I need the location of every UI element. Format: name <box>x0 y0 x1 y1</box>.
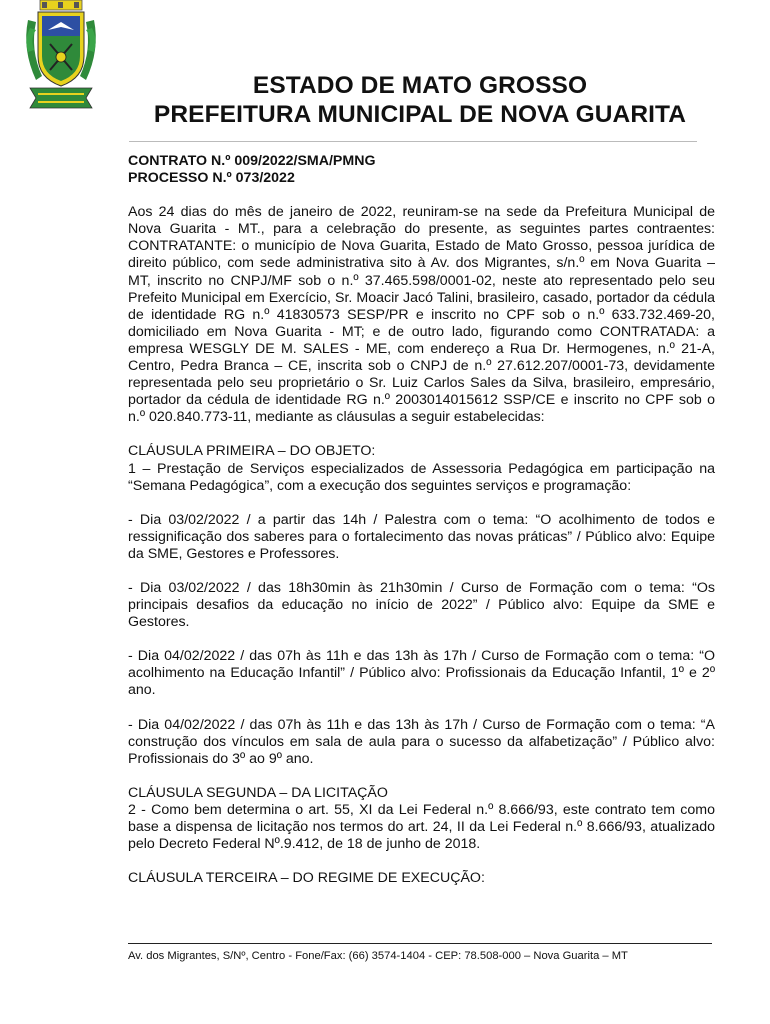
clause-1-text: 1 – Prestação de Serviços especializados de Assessoria Pedagógica em participação na “Semana Pedagógica”, com a execução dos seguintes serviços e programação: <box>128 460 715 494</box>
header-divider <box>129 141 697 142</box>
clause-3-heading: CLÁUSULA TERCEIRA – DO REGIME DE EXECUÇÃO: <box>128 870 485 887</box>
schedule-item: - Dia 03/02/2022 / a partir das 14h / Palestra com o tema: “O acolhimento de todos e ressignificação dos saberes para o fortalecimento das novas práticas” / Público alvo: Equipe da SME, Gestores e Professores. <box>128 511 715 562</box>
schedule-item: - Dia 03/02/2022 / das 18h30min às 21h30min / Curso de Formação com o tema: “Os principais desafios da educação no início de 2022” / Público alvo: Equipe da SME e Gestores. <box>128 579 715 631</box>
footer-divider <box>128 943 712 944</box>
document-body <box>128 153 715 887</box>
clause-2-heading: CLÁUSULA SEGUNDA – DA LICITAÇÃO <box>128 784 388 801</box>
schedule-item: - Dia 04/02/2022 / das 07h às 11h e das 13h às 17h / Curso de Formação com o tema: “A construção dos vínculos em sala de aula para o sucesso da alfabetização” / Público alvo: Profissionais do 3º ao 9º ano. <box>128 716 715 767</box>
contract-number: CONTRATO N.º 009/2022/SMA/PMNG <box>128 153 376 169</box>
header-city-hall: PREFEITURA MUNICIPAL DE NOVA GUARITA <box>153 101 687 128</box>
clause-1-heading: CLÁUSULA PRIMEIRA – DO OBJETO: <box>128 443 376 460</box>
coat-of-arms-icon <box>20 0 102 112</box>
clause-2-text: 2 - Como bem determina o art. 55, XI da Lei Federal n.º 8.666/93, este contrato tem como base a dispensa de licitação nos termos do art. 24, II da Lei Federal n.º 8.666/93, atualizado pelo Decreto Federal Nº.9.412, de 18 de junho de 2018. <box>128 801 715 853</box>
header-state: ESTADO DE MATO GROSSO <box>252 72 588 99</box>
schedule-item: - Dia 04/02/2022 / das 07h às 11h e das 13h às 17h / Curso de Formação com o tema: “O acolhimento na Educação Infantil” / Público alvo: Profissionais da Educação Infantil, 1º e 2º ano. <box>128 648 715 699</box>
process-number: PROCESSO N.º 073/2022 <box>128 170 295 187</box>
preamble-paragraph: Aos 24 dias do mês de janeiro de 2022, reuniram-se na sede da Prefeitura Municipal de Nova Guarita - MT., para a celebração do presente, as seguintes partes contraentes: CONTRATANTE: o município de Nova Guarita, Estado de Mato Grosso, pessoa jurídica de direito público, com sede administrativa sito à Av. dos Migrantes, s/n.º em Nova Guarita – MT, inscrito no CNPJ/MF sob o n.º 37.465.598/0001-02, neste ato representado pelo seu Prefeito Municipal em Exercício, Sr. Moacir Jacó Talini, brasileiro, casado, portador da cédula de identidade RG n.º 41830573 SESP/PR e inscrito no CPF sob o n.º 633.732.469-20, domiciliado em Nova Guarita - MT; e de outro lado, figurando como CONTRATADA: a empresa WESGLY DE M. SALES - ME, com endereço a Rua Dr. Hermogenes, n.º 21-A, Centro, Pedra Branca – CE, inscrita sob o CNPJ de n.º 27.612.207/0001-73, devidamente representada pelo seu proprietário o Sr. Luiz Carlos Sales da Silva, brasileiro, empresário, portador da cédula de identidade RG n.º 2003014015612 SSP/CE e inscrito no CPF sob o n.º 020.840.773-11, mediante as cláusulas a seguir estabelecidas: <box>128 204 715 426</box>
footer-address: Av. dos Migrantes, S/Nº, Centro - Fone/Fax: (66) 3574-1404 - CEP: 78.508-000 – Nova Guarita – MT <box>128 950 628 962</box>
